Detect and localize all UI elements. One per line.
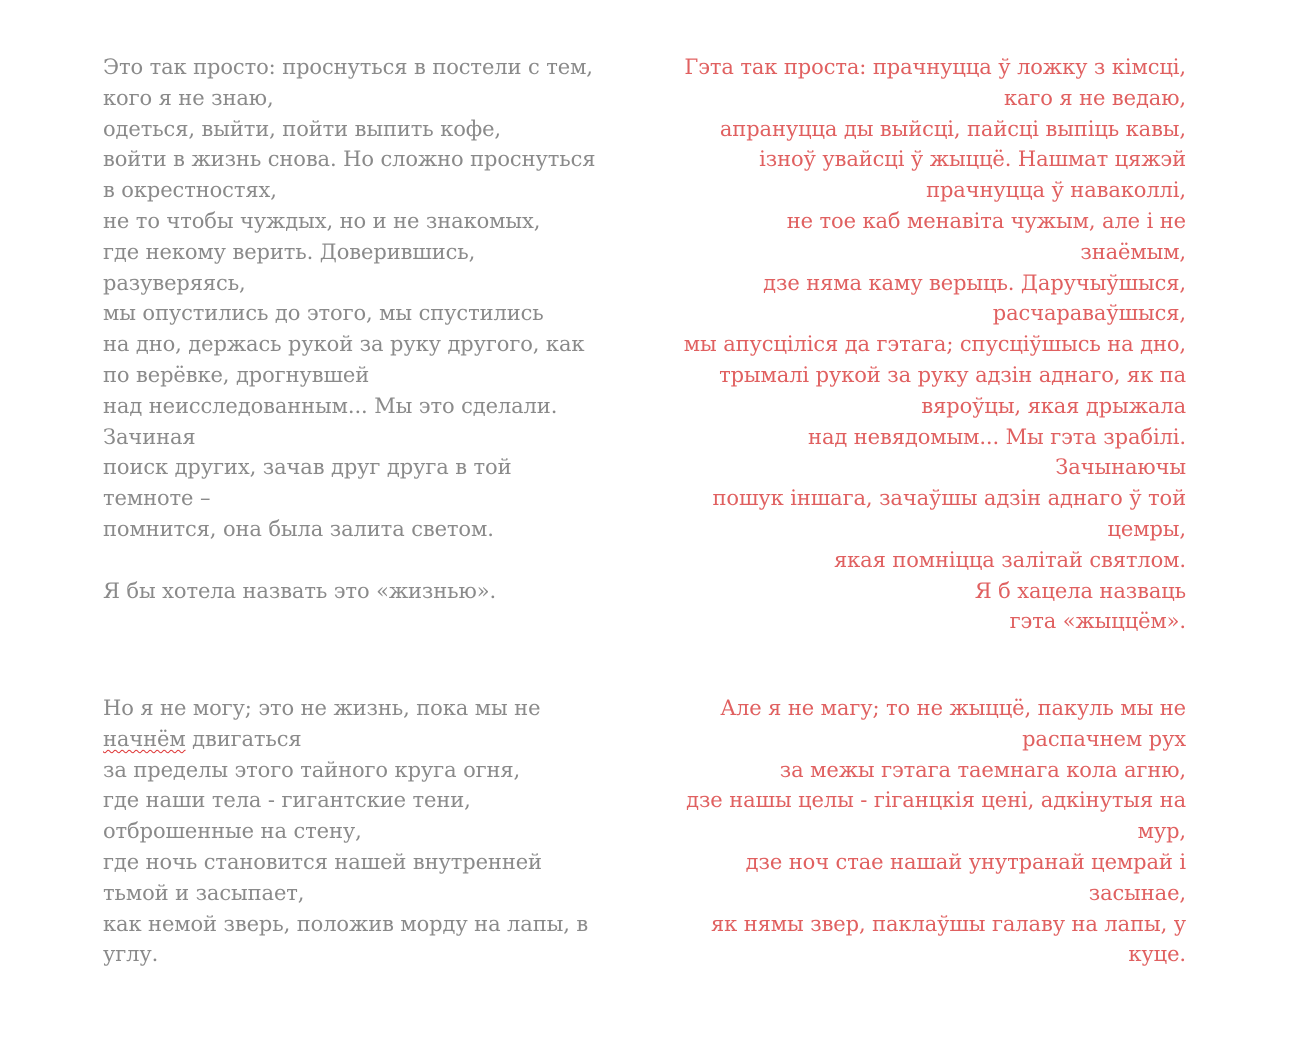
poem-line: Я б хацела назваць [974, 578, 1186, 603]
poem-line-start: Но я не могу; это не жизнь, пока мы не [103, 696, 541, 720]
poem-line: мы опустились до этого, мы спустились [103, 301, 544, 326]
poem-line: трымалі рукой за руку адзін аднаго, як па вяроўцы, якая дрыжала [719, 362, 1186, 418]
poem-line: на дно, держась рукой за руку другого, как по верёвке, дрогнувшей [103, 332, 585, 387]
poem-line: дзе нашы целы - гіганцкія цені, адкінутыя на мур, [686, 788, 1186, 844]
poem-line: дзе ноч стае нашай унутранай цемрай і засынае, [745, 849, 1186, 905]
poem-line-end: двигаться [185, 726, 302, 751]
poem-line: пошук іншага, зачаўшы адзін аднаго ў той цемры, [712, 486, 1186, 541]
stanza-gap [103, 545, 603, 576]
poem-line: где ночь становится нашей внутренней тьмой и засыпает, [103, 849, 542, 905]
poem-line: где некому верить. Доверившись, разуверяясь, [103, 239, 476, 295]
belarusian-stanza-1 [676, 52, 1186, 637]
poem-line: ізноў увайсці ў жыццё. Нашмат цяжэй прачнуцца ў наваколлі, [759, 147, 1186, 203]
spellcheck-underlined-word[interactable]: начнём [103, 726, 186, 751]
poem-line: Это так просто: проснуться в постели с тем, кого я не знаю, [103, 55, 593, 110]
poem-line: якая помніцца залітай святлом. [834, 547, 1186, 572]
poem-line: как немой зверь, положив морду на лапы, в углу. [103, 911, 589, 967]
poem-line: поиск других, зачав друг друга в той темноте – [103, 455, 512, 511]
poem-line: за пределы этого тайного круга огня, [103, 757, 521, 782]
poem-line: где наши тела - гигантские тени, отброшенные на стену, [103, 788, 471, 844]
russian-stanza-1 [103, 52, 603, 606]
poem-line: войти в жизнь снова. Но сложно проснуться в окрестностях, [103, 147, 596, 203]
poem-line: над невядомым... Мы гэта зрабілі. Зачынаючы [808, 424, 1186, 480]
poem-line: апрануцца ды выйсці, пайсці выпіць кавы, [719, 116, 1186, 141]
poem-line: не тое каб менавіта чужым, але і не знаёмым, [786, 208, 1186, 264]
poem-line: як нямы звер, паклаўшы галаву на лапы, у куце. [711, 911, 1186, 967]
russian-stanza-2 [103, 693, 603, 970]
poem-line: Гэта так проста: прачнуцца ў ложку з кімсці, каго я не ведаю, [684, 55, 1186, 110]
poem-line: гэта «жыццём». [1009, 609, 1186, 634]
poem-line: не то чтобы чуждых, но и не знакомых, [103, 208, 541, 233]
poem-line: за межы гэтага таемнага кола агню, [779, 757, 1186, 782]
poem-line: Я бы хотела назвать это «жизнью». [103, 578, 497, 603]
poem-line: над неисследованным... Мы это сделали. Зачиная [103, 393, 558, 449]
poem-line [103, 693, 603, 755]
belarusian-stanza-2 [676, 693, 1186, 970]
poem-line: дзе няма каму верыць. Даручыўшыся, расчараваўшыся, [763, 270, 1186, 326]
poem-line: одеться, выйти, пойти выпить кофе, [103, 116, 501, 141]
poem-line: помнится, она была залита светом. [103, 516, 494, 541]
poem-line: Але я не магу; то не жыццё, пакуль мы не распачнем рух [720, 696, 1186, 751]
poem-line: мы апусціліся да гэтага; спусціўшысь на дно, [683, 332, 1186, 357]
